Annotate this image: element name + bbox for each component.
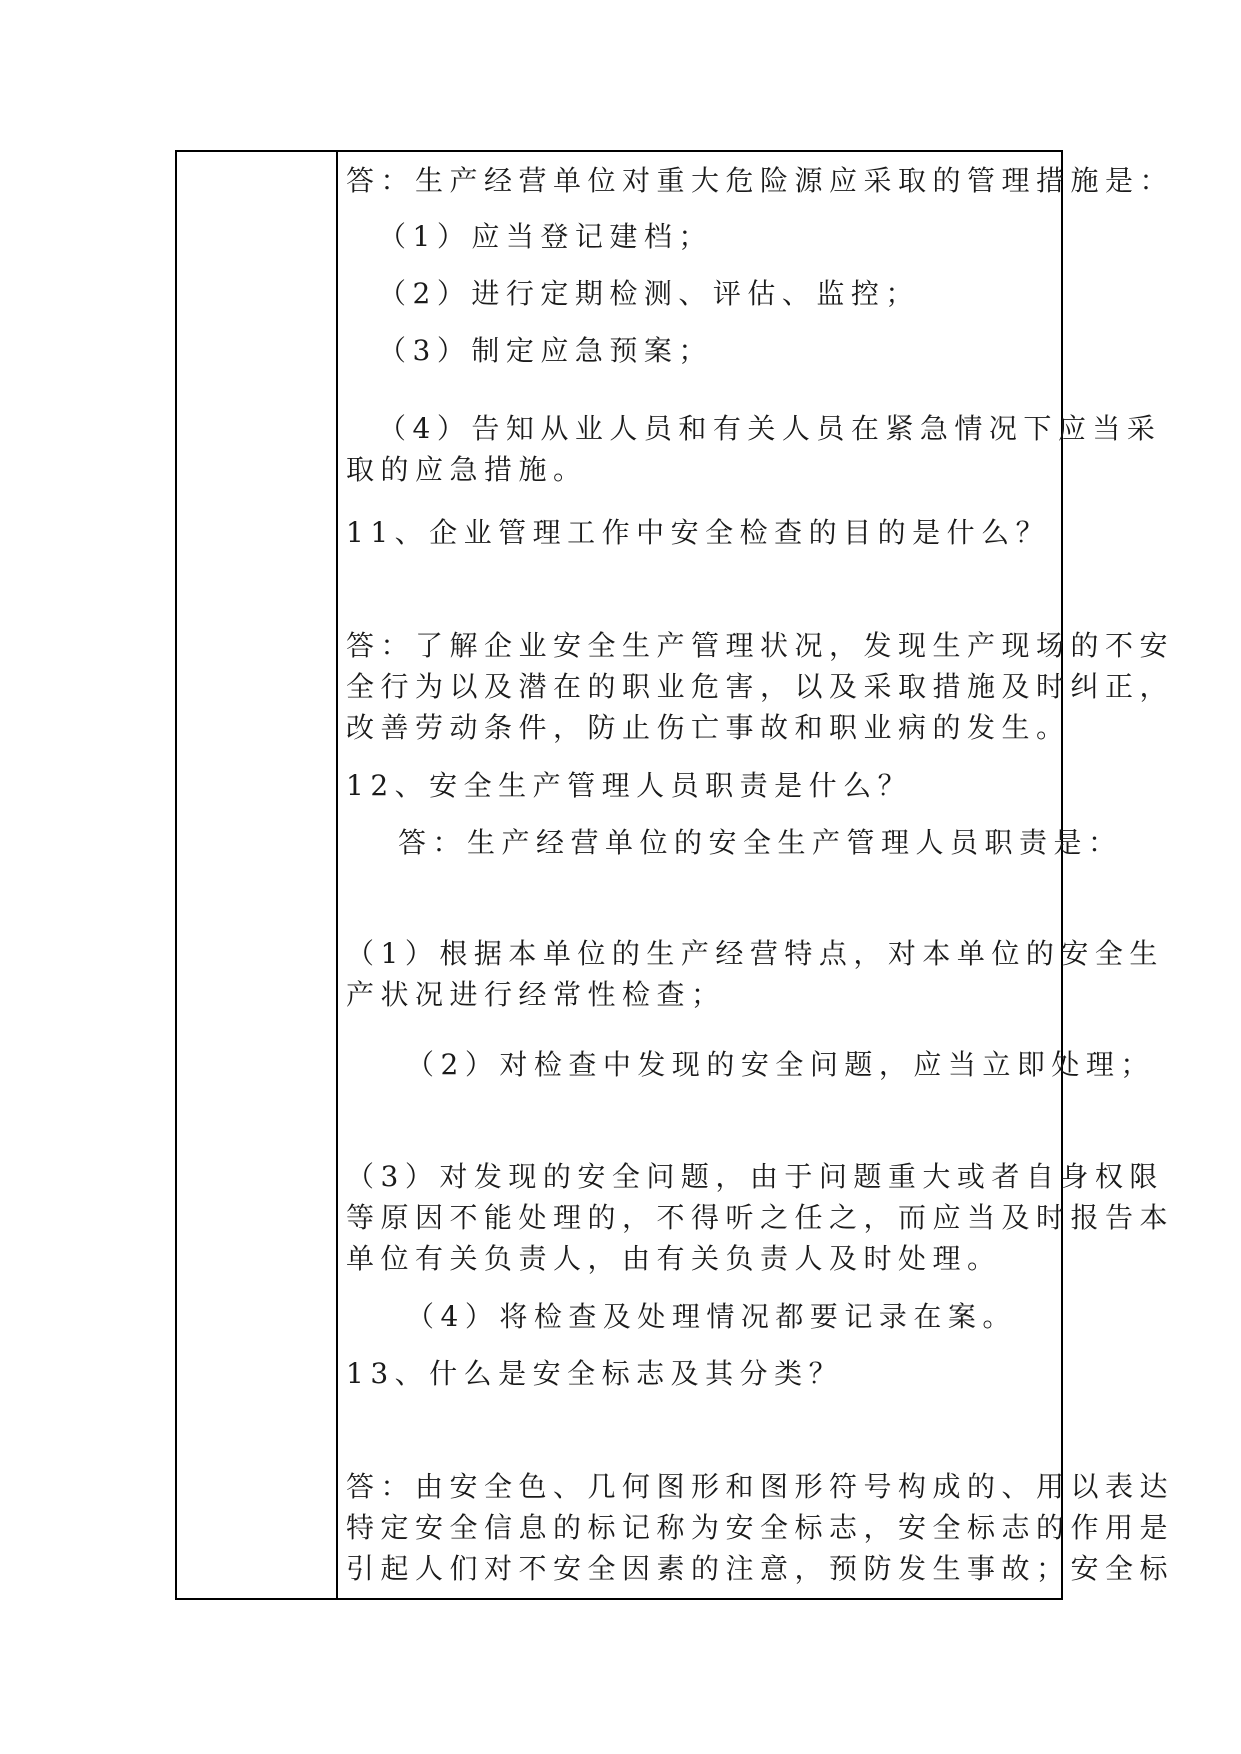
question-12: 12、安全生产管理人员职责是什么？ xyxy=(346,769,913,802)
answer-12-item-4: （4）将检查及处理情况都要记录在案。 xyxy=(406,1300,1017,1333)
answer-11-line2: 全行为以及潜在的职业危害，以及采取措施及时纠正， xyxy=(346,670,1175,703)
answer-12-item-3-line3: 单位有关负责人，由有关负责人及时处理。 xyxy=(346,1242,1002,1275)
answer-11-line3: 改善劳动条件，防止伤亡事故和职业病的发生。 xyxy=(346,711,1071,744)
answer-10-intro: 答：生产经营单位对重大危险源应采取的管理措施是： xyxy=(346,164,1175,197)
document-table xyxy=(175,150,1175,1600)
answer-11-line1: 答：了解企业安全生产管理状况，发现生产现场的不安 xyxy=(346,629,1175,662)
answer-12-item-1-line1: （1）根据本单位的生产经营特点，对本单位的安全生 xyxy=(346,937,1164,970)
answer-10-item-4-line2: 取的应急措施。 xyxy=(346,453,588,486)
answer-12-item-1-line2: 产状况进行经常性检查； xyxy=(346,978,726,1011)
answer-12-intro: 答：生产经营单位的安全生产管理人员职责是： xyxy=(398,826,1123,859)
left-column-cell xyxy=(177,152,338,1598)
content-cell xyxy=(338,152,1175,1598)
answer-10-item-1: （1）应当登记建档； xyxy=(378,220,713,253)
answer-10-item-4-line1: （4）告知从业人员和有关人员在紧急情况下应当采 xyxy=(378,412,1162,445)
answer-13-line2: 特定安全信息的标记称为安全标志，安全标志的作用是 xyxy=(346,1511,1175,1544)
answer-12-item-3-line2: 等原因不能处理的，不得听之任之，而应当及时报告本 xyxy=(346,1201,1175,1234)
answer-13-line3: 引起人们对不安全因素的注意，预防发生事故；安全标 xyxy=(346,1552,1175,1585)
answer-10-item-3: （3）制定应急预案； xyxy=(378,334,713,367)
answer-12-item-3-line1: （3）对发现的安全问题，由于问题重大或者自身权限 xyxy=(346,1160,1164,1193)
answer-10-item-2: （2）进行定期检测、评估、监控； xyxy=(378,277,920,310)
answer-12-item-2: （2）对检查中发现的安全问题，应当立即处理； xyxy=(406,1048,1155,1081)
answer-13-line1: 答：由安全色、几何图形和图形符号构成的、用以表达 xyxy=(346,1470,1175,1503)
question-13: 13、什么是安全标志及其分类？ xyxy=(346,1357,844,1390)
question-11: 11、企业管理工作中安全检查的目的是什么？ xyxy=(346,516,1051,549)
